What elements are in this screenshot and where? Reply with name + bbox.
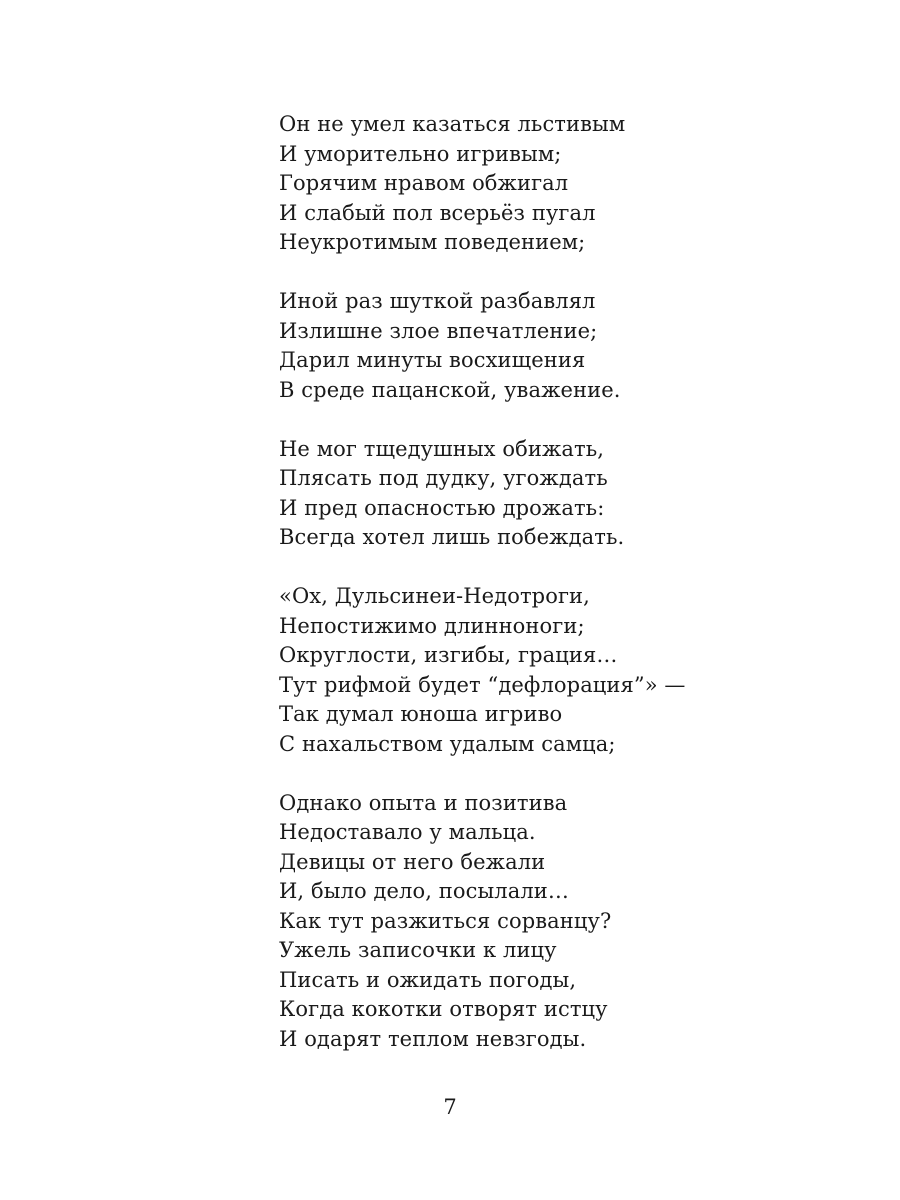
poem-line: Он не умел казаться льстивым: [279, 112, 626, 136]
poem-line: И пред опасностью дрожать:: [279, 495, 605, 520]
poem-line: Тут рифмой будет “дефлорация”» —: [279, 672, 686, 697]
poem-line: Дарил минуты восхищения: [279, 348, 586, 372]
poem: [279, 110, 839, 1084]
page-number: 7: [443, 1095, 457, 1119]
poem-line: Округлости, изгибы, грация…: [279, 643, 618, 667]
poem-line: Писать и ожидать погоды,: [279, 967, 577, 992]
stanza: [279, 435, 839, 553]
poem-line: Так думал юноша игриво: [279, 702, 563, 726]
stanza: [279, 789, 839, 1055]
poem-line: Неукротимым поведением;: [279, 230, 586, 254]
poem-line: И одарят теплом невзгоды.: [279, 1026, 587, 1051]
poem-line: Не мог тщедушных обижать,: [279, 436, 605, 461]
stanza: [279, 287, 839, 405]
poem-line: Излишне злое впечатление;: [279, 318, 598, 343]
poem-line: Горячим нравом обжигал: [279, 171, 569, 195]
poem-line: Когда кокотки отворят истцу: [279, 997, 608, 1021]
stanza: [279, 582, 839, 759]
poem-line: «Ох, Дульсинеи-Недотроги,: [279, 584, 590, 608]
stanza: [279, 110, 839, 258]
poem-line: Непостижимо длинноноги;: [279, 613, 585, 638]
poem-line: И, было дело, посылали…: [279, 879, 569, 903]
poem-line: Всегда хотел лишь побеждать.: [279, 525, 625, 549]
poem-line: И слабый пол всерьёз пугал: [279, 200, 596, 225]
poem-line: В среде пацанской, уважение.: [279, 377, 621, 402]
poem-line: Ужель записочки к лицу: [279, 938, 557, 962]
poem-line: Плясать под дудку, угождать: [279, 466, 608, 490]
poem-line: Однако опыта и позитива: [279, 790, 568, 815]
poem-line: Девицы от него бежали: [279, 849, 546, 874]
poem-line: И уморительно игривым;: [279, 141, 562, 166]
poem-line: Иной раз шуткой разбавлял: [279, 289, 596, 313]
poem-line: С нахальством удалым самца;: [279, 731, 616, 756]
poem-line: Как тут разжиться сорванцу?: [279, 908, 612, 933]
poem-line: Недоставало у мальца.: [279, 820, 536, 844]
